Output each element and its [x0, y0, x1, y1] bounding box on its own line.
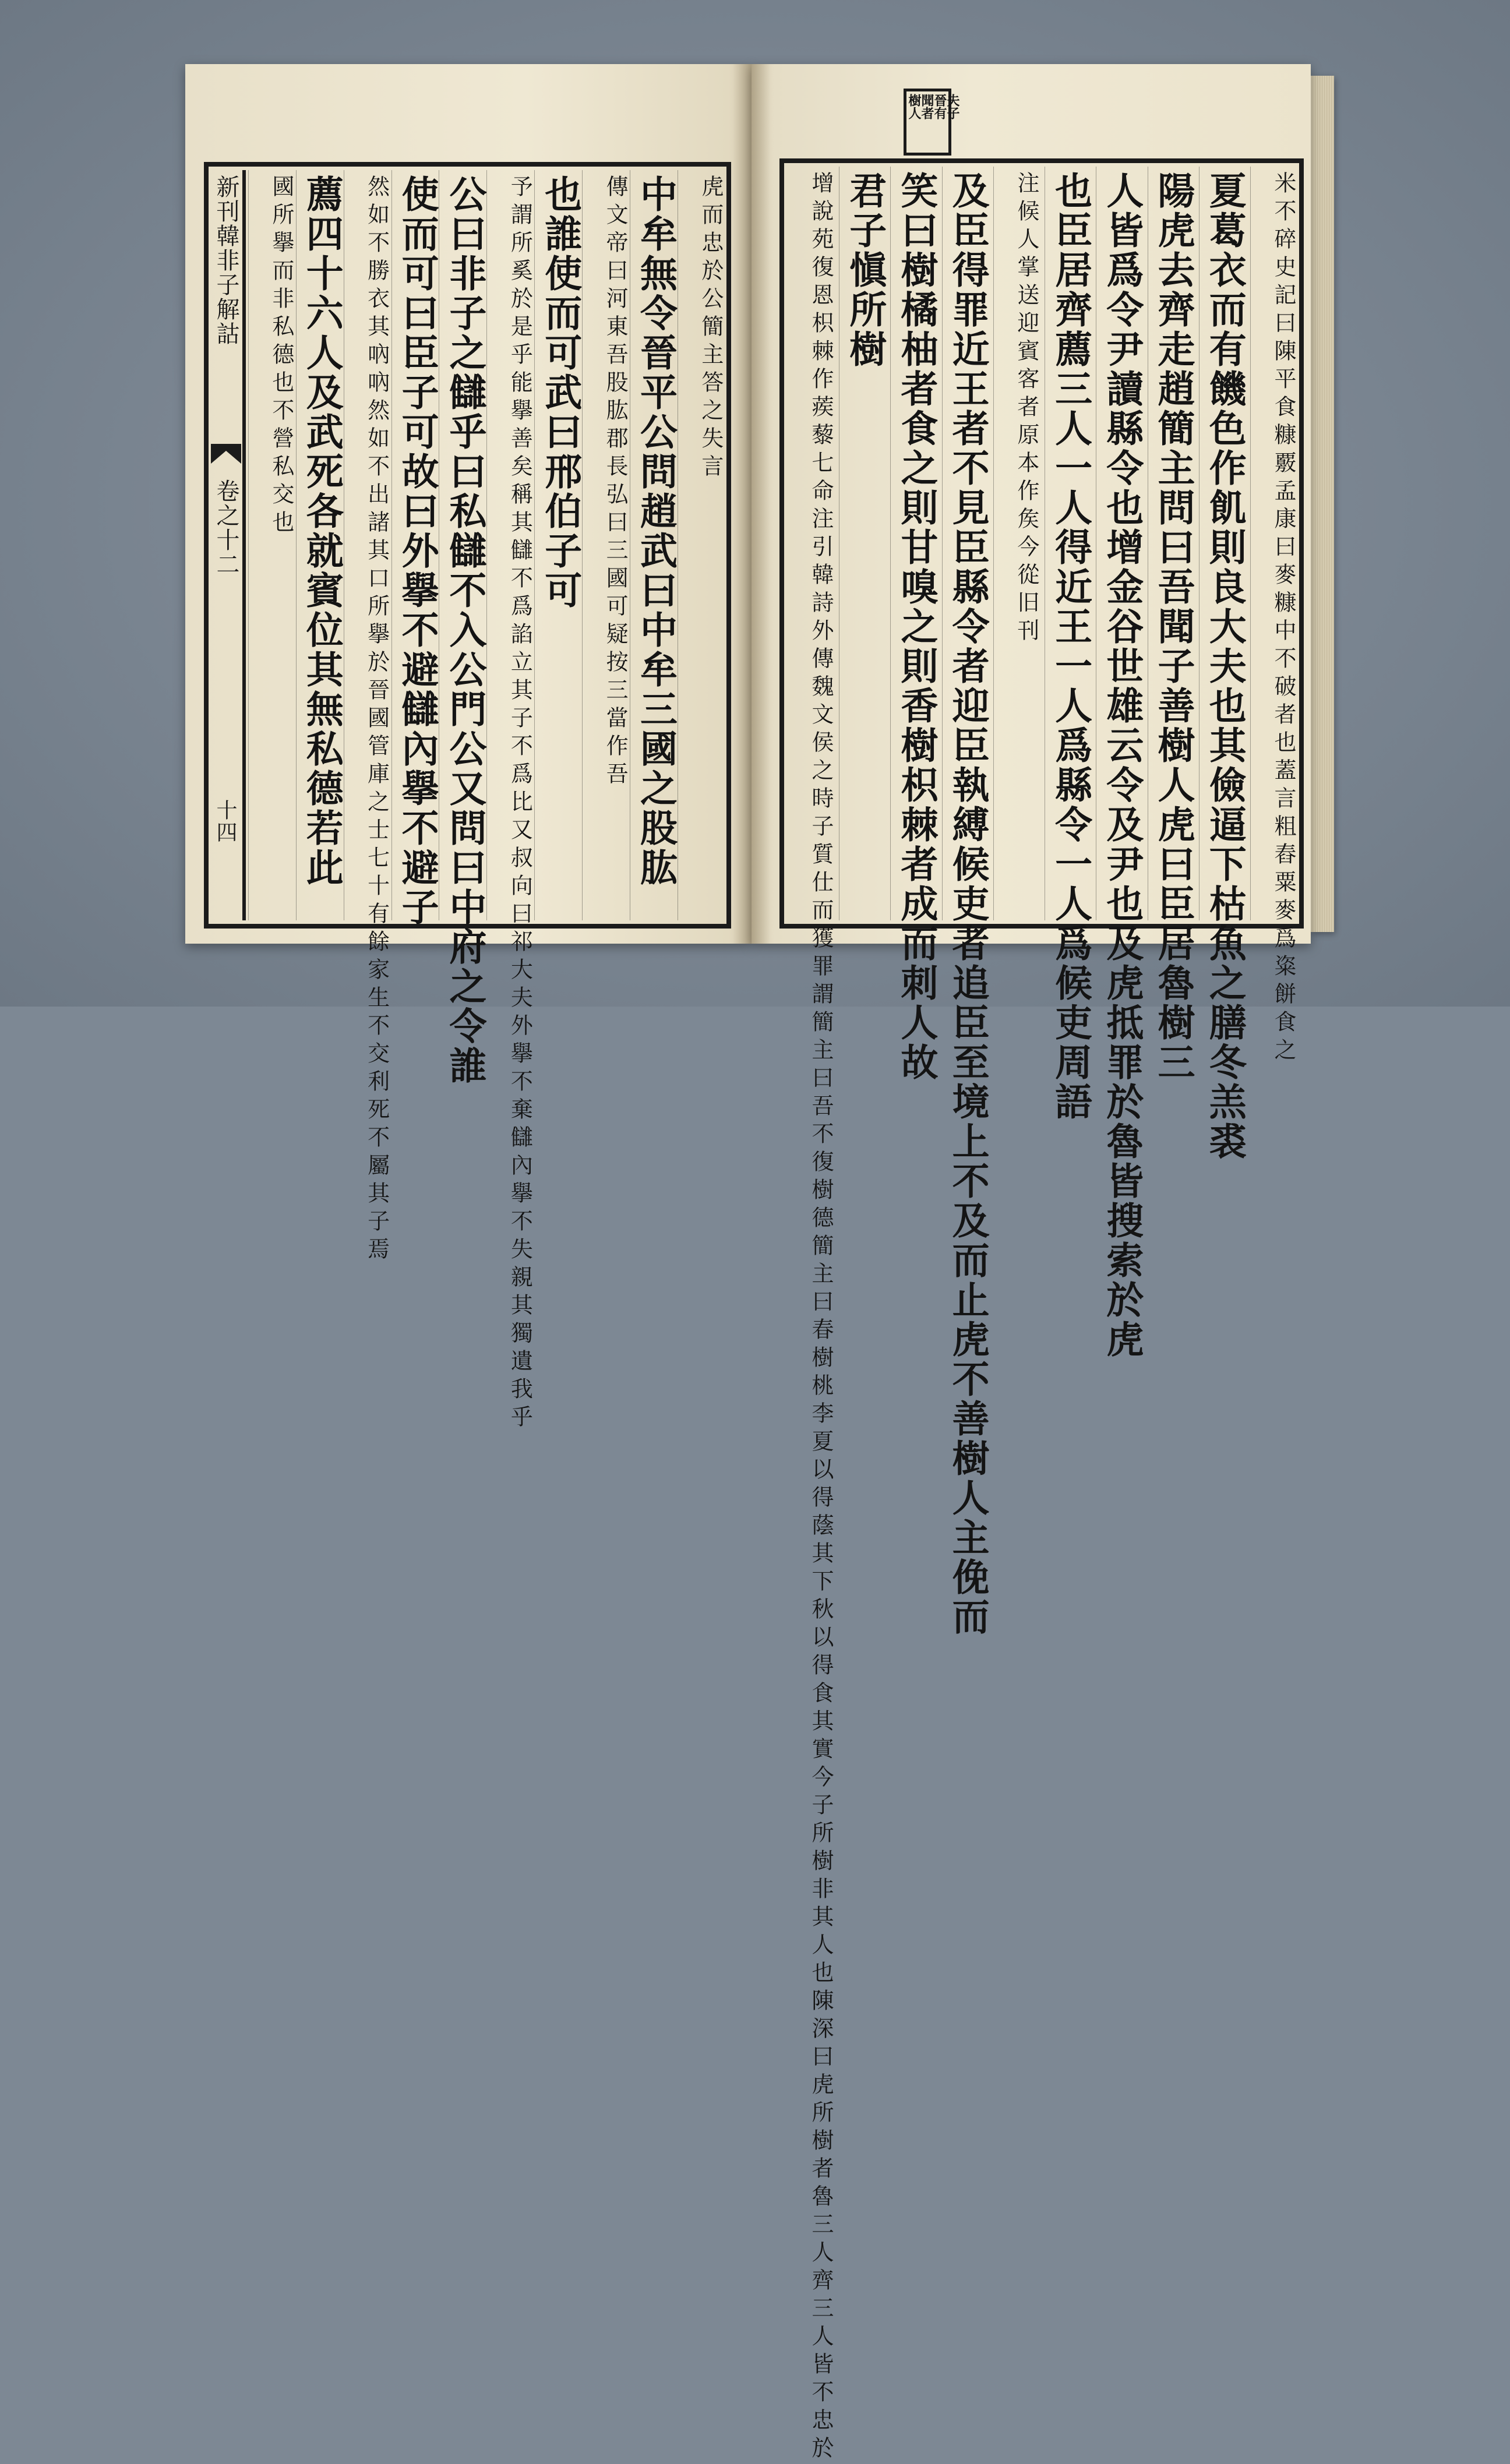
label-slip-text: 夫子	[945, 94, 960, 119]
left-text-column: 予謂所奚於是乎能擧善矣稱其讎不爲諂立其子不爲比又叔向曰祁大夫外擧不棄讎內擧不失親其獨遺我乎	[486, 170, 532, 920]
left-text-column: 傳文帝曰河東吾股肱郡長弘曰三國可疑按三當作吾	[582, 170, 627, 920]
left-columns	[212, 170, 724, 1433]
right-text-column: 米不碎史記曰陳平食糠覈孟康曰麥糠中不破者也蓋言粗舂粟麥爲粢餅食之	[1250, 167, 1296, 920]
chapter-label: 卷之十二	[213, 479, 239, 577]
right-text-column: 君子愼所樹	[839, 167, 884, 920]
right-text-column: 人皆爲令尹讀縣令也增金谷世雄云令及尹也及虎抵罪於魯皆搜索於虎	[1096, 167, 1141, 920]
left-text-column: 中牟無令晉平公問趙武曰中牟三國之股肱	[630, 170, 675, 920]
label-slip-text: 晉有	[932, 94, 947, 119]
left-text-column: 也誰使而可武曰邢伯子可	[534, 170, 580, 920]
gutter-shadow	[733, 64, 770, 944]
page-number: 十四	[213, 799, 237, 843]
right-text-column: 增說苑復恩枳棘作蒺藜七命注引韓詩外傳魏文侯之時子質仕而獲罪謂簡主曰吾不復樹德簡主曰春樹桃李夏以得蔭其下秋以得食其實今子所樹非其人也陳深曰虎所樹者魯三人齊三人皆不忠於	[808, 171, 834, 2464]
left-page	[185, 64, 752, 1433]
right-text-frame	[779, 158, 1304, 2464]
label-slip-text: 聞者	[919, 94, 934, 119]
left-text-column: 虎而忠於公簡主答之失言	[678, 170, 723, 920]
fish-tail-mark-icon	[211, 444, 241, 464]
right-columns	[788, 167, 1296, 2464]
left-text-column: 薦四十六人及武死各就賓位其無私德若此	[296, 170, 341, 920]
right-text-column: 笑曰樹橘柚者食之則甘嗅之則香樹枳棘者成而刺人故	[890, 167, 936, 920]
left-text-frame	[204, 162, 731, 1433]
left-text-column: 公曰非子之讎乎曰私讎不入公門公又問曰中府之令誰	[439, 170, 484, 920]
label-slip	[904, 89, 960, 156]
right-text-column: 及臣得罪近王者不見臣縣令者迎臣執縛候吏者追臣至境上不及而止虎不善樹人主俛而	[942, 167, 987, 920]
open-book	[185, 64, 1336, 2464]
label-slip-text: 樹人	[906, 94, 922, 119]
banxin-column	[212, 170, 246, 920]
left-text-column: 然如不勝衣其吶吶然如不出諸其口所擧於晉國管庫之士七十有餘家生不交利死不屬其子焉	[344, 170, 389, 920]
book-title: 新刊韓非子解詁	[213, 175, 239, 346]
right-text-column: 注候人掌送迎賓客者原本作矦今從旧刊	[993, 167, 1039, 920]
right-text-column: 夏葛衣而有饑色作飢則良大夫也其儉逼下枯魚之膳冬羔裘	[1199, 167, 1244, 920]
right-text-column: 也臣居齊薦三人一人得近王一人爲縣令一人爲候吏周語	[1045, 167, 1090, 920]
page-edges	[1311, 76, 1334, 932]
left-text-column: 使而可曰臣子可故曰外擧不避讎內擧不避子	[391, 170, 437, 920]
right-text-column: 陽虎去齊走趙簡主問曰吾聞子善樹人虎曰臣居魯樹三	[1148, 167, 1193, 920]
left-text-column: 國所擧而非私德也不營私交也	[248, 170, 294, 920]
